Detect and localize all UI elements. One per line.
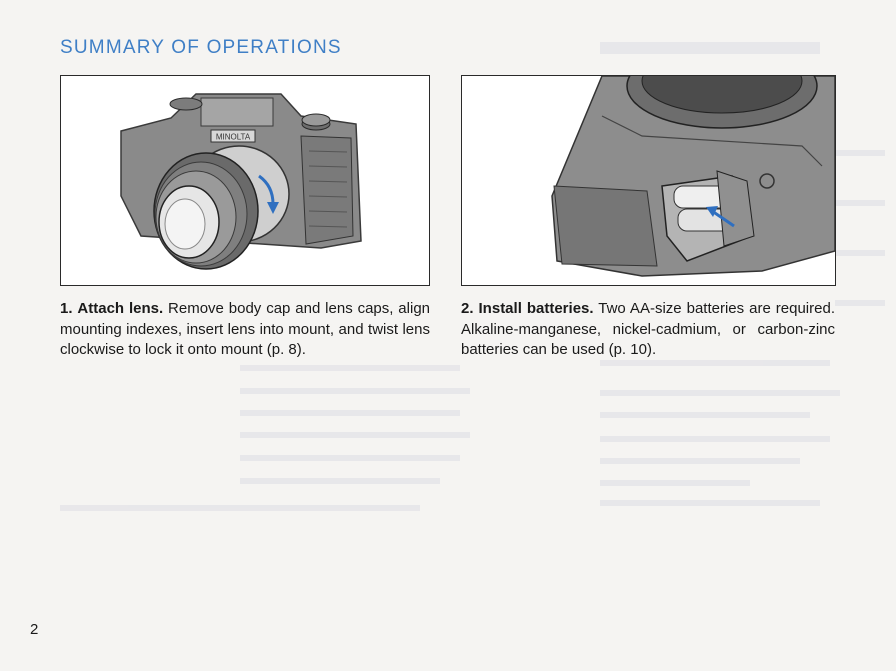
battery-grip-illustration [462,76,835,285]
camera-body-illustration [61,76,429,285]
step-2-caption [461,299,835,361]
page-number: 2 [30,621,39,638]
step-1-heading: Attach lens. [77,300,164,317]
brand-lettering: MINOLTA [215,132,251,142]
step-2-number: 2. [461,300,474,317]
figure-install-batteries [461,75,836,286]
page-title: SUMMARY OF OPERATIONS [60,37,342,58]
step-1-number: 1. [60,300,73,317]
step-1-text: Remove body cap and lens caps, align mounting indexes, insert lens into mount, and twist lens clockwise to lock it onto mount (p. 8). [60,300,430,358]
step-2-text: Two AA-size batteries are required. Alkaline-manganese, nickel-cadmium, or carbon-zinc batteries can be used (p. 10). [461,300,835,358]
figure-attach-lens [60,75,430,286]
step-2-heading: Install batteries. [478,300,594,317]
step-1-caption [60,299,430,361]
